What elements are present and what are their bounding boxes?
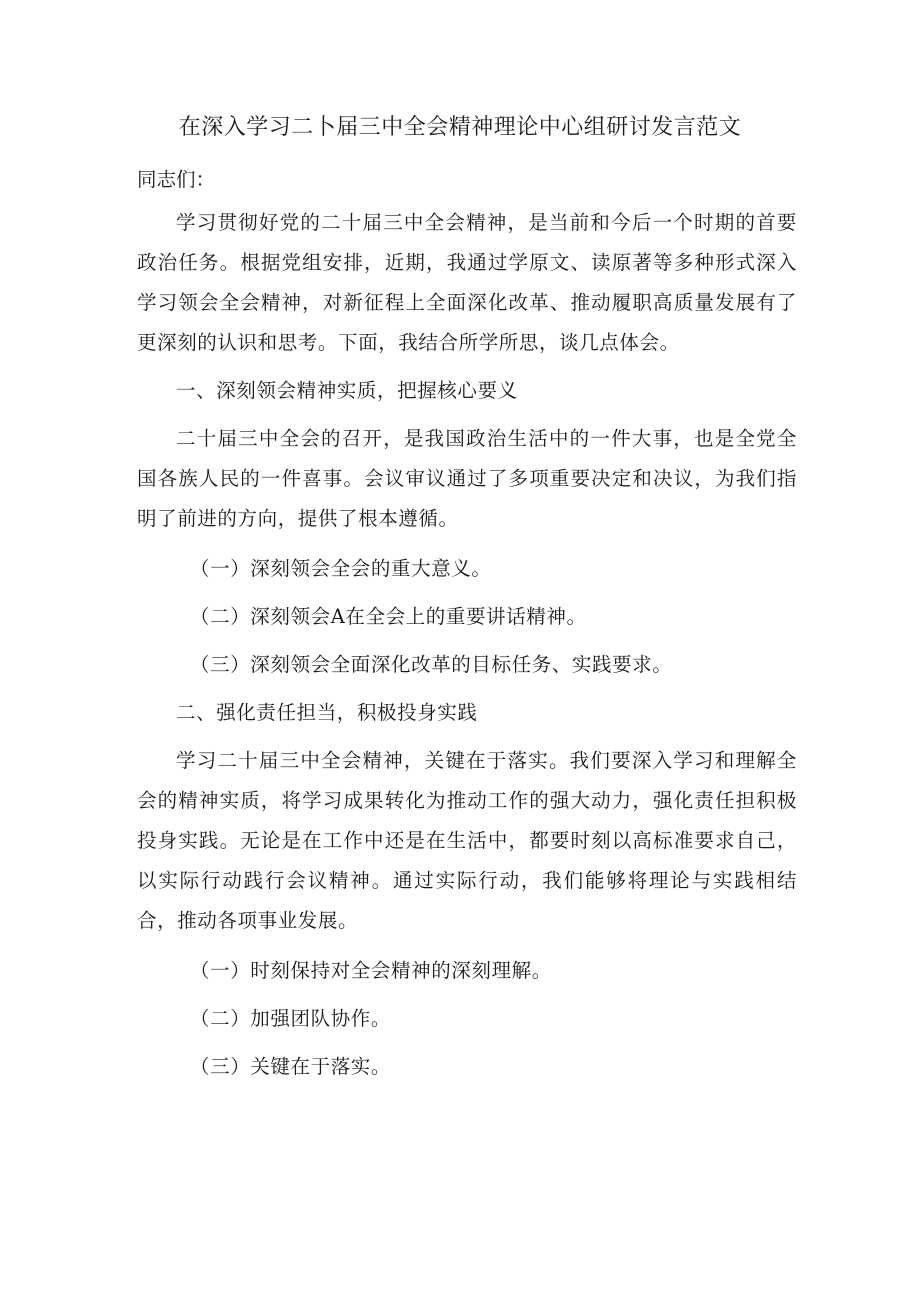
salutation: 同志们： xyxy=(137,168,216,191)
section-2-heading: 二、强化责任担当，积极投身实践 xyxy=(176,701,478,724)
section-2-item-1: （一）时刻保持对全会精神的深刻理解。 xyxy=(190,959,552,982)
section-1-item-3: （三）深刻领会全面深化改革的目标任务、实践要求。 xyxy=(190,653,673,676)
section-2-paragraph: 学习二十届三中全会精神，关键在于落实。我们要深入学习和理解全会的精神实质，将学习成果转化为推动工作的强大动力，强化责任担积极投身实践。无论是在工作中还是在生活中，都要时刻以高标准要求自己，以实际行动践行会议精神。通过实际行动，我们能够将理论与实践相结合，推动各项事业发展。 xyxy=(137,749,797,932)
section-1-heading: 一、深刻领会精神实质，把握核心要义 xyxy=(176,379,518,402)
intro-paragraph: 学习贯彻好党的二十届三中全会精神，是当前和今后一个时期的首要政治任务。根据党组安排，近期，我通过学原文、读原著等多种形式深入学习领会全会精神，对新征程上全面深化改革、推动履职高质量发展有了更深刻的认识和思考。下面，我结合所学所思，谈几点体会。 xyxy=(137,211,797,354)
section-1-item-2: （二）深刻领会A在全会上的重要讲话精神。 xyxy=(190,605,587,628)
document-title: 在深入学习二卜届三中全会精神理论中心组研讨发言范文 xyxy=(178,115,742,140)
document-body xyxy=(137,203,797,1087)
section-2-item-3: （三）关键在于落实。 xyxy=(190,1055,392,1078)
section-2-item-2: （二）加强团队协作。 xyxy=(190,1007,392,1030)
section-1-paragraph: 二十届三中全会的召开，是我国政治生活中的一件大事，也是全党全国各族人民的一件喜事。会议审议通过了多项重要决定和决议，为我们指明了前进的方向，提供了根本遵循。 xyxy=(137,427,797,530)
section-1-item-1: （一）深刻领会全会的重大意义。 xyxy=(190,557,492,580)
